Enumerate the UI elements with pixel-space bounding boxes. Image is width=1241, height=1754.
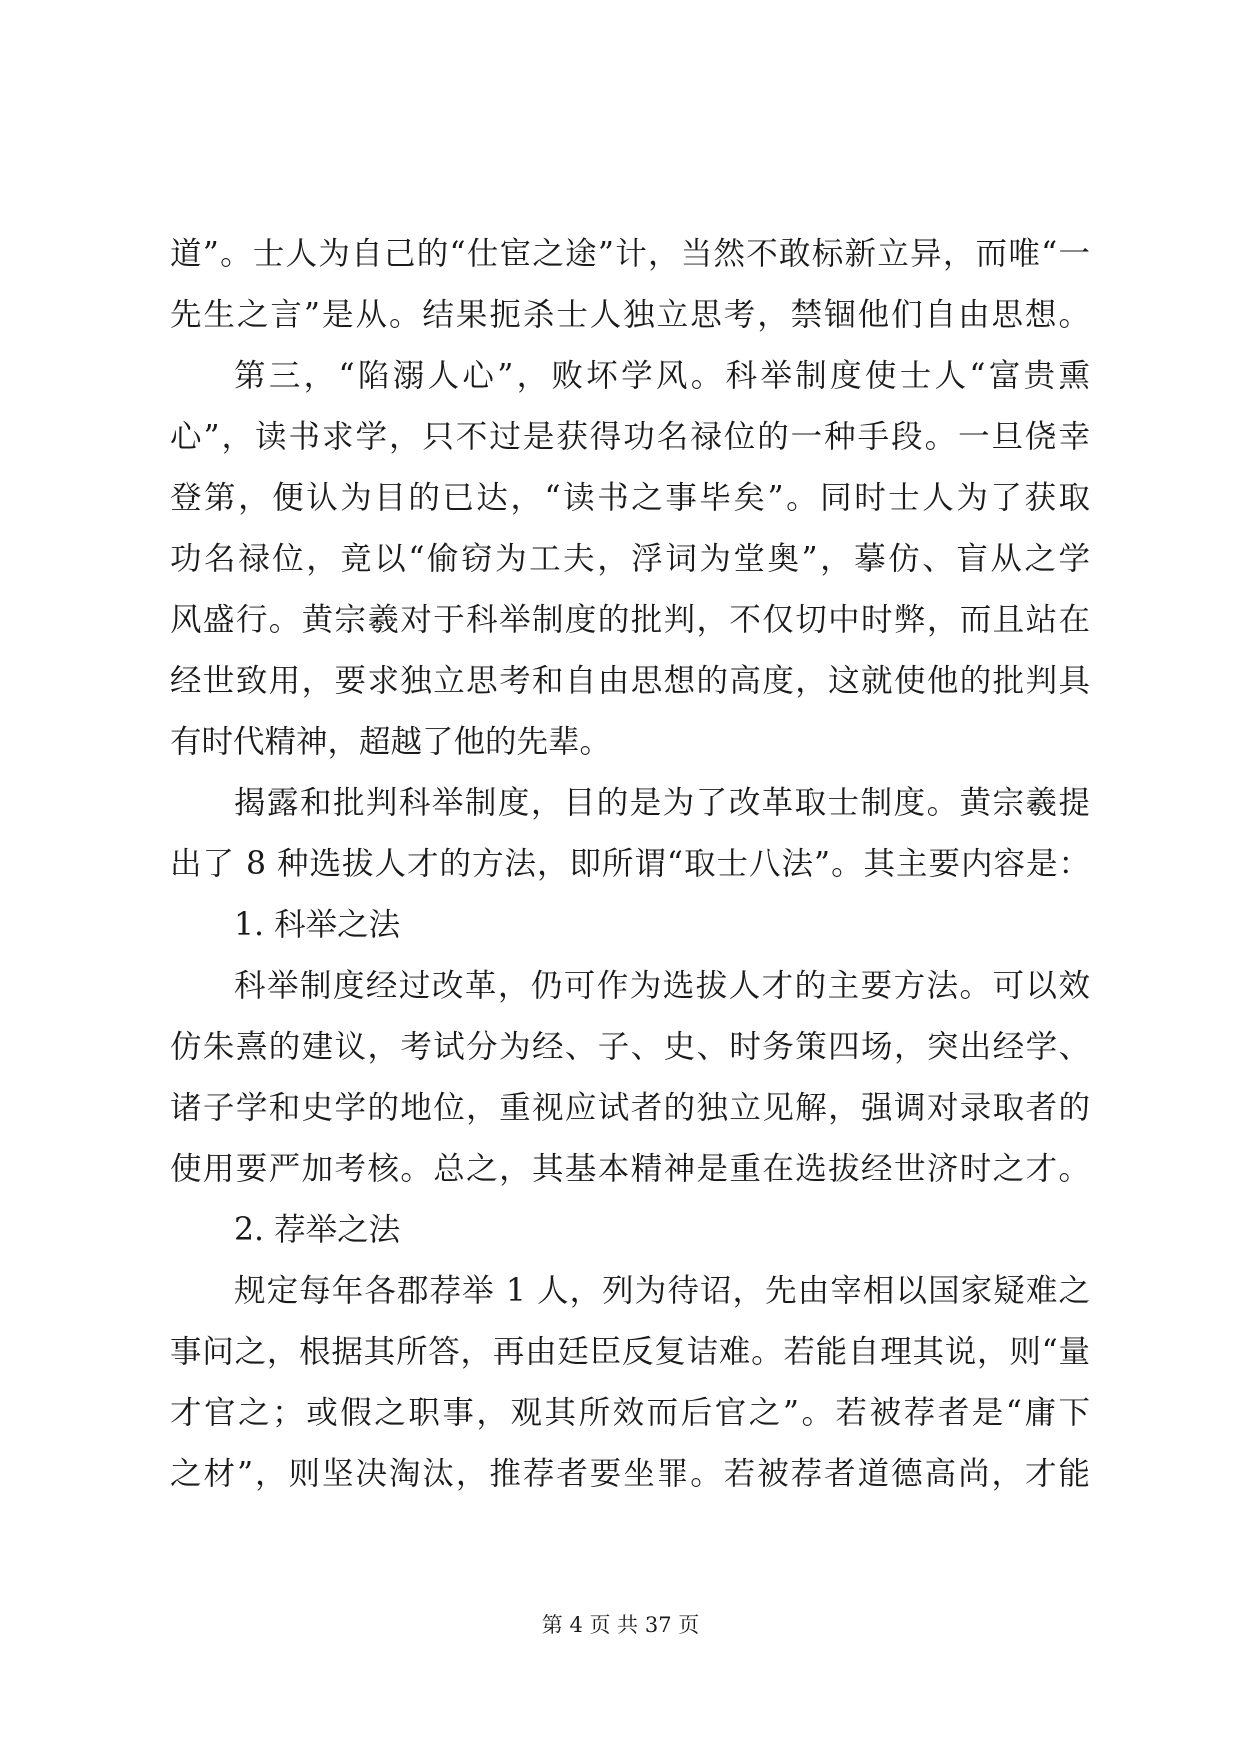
- paragraph-start-line: 揭露和批判科举制度，目的是为了改革取士制度。黄宗羲提: [234, 785, 1090, 821]
- body-text: [170, 224, 1090, 1505]
- text-line: 先生之言”是从。结果扼杀士人独立思考，禁锢他们自由思想。: [170, 297, 1090, 333]
- text-line: 出了 8 种选拔人才的方法，即所谓“取士八法”。其主要内容是：: [170, 846, 1090, 882]
- text-line: 登第，便认为目的已达，“读书之事毕矣”。同时士人为了获取: [170, 480, 1090, 516]
- text-line: 心”，读书求学，只不过是获得功名禄位的一种手段。一旦侥幸: [170, 419, 1090, 455]
- section-heading: 2. 荐举之法: [234, 1212, 401, 1248]
- text-line: 诸子学和史学的地位，重视应试者的独立见解，强调对录取者的: [170, 1090, 1090, 1126]
- text-line: 仿朱熹的建议，考试分为经、子、史、时务策四场，突出经学、: [170, 1029, 1090, 1065]
- text-line: 事问之，根据其所答，再由廷臣反复诘难。若能自理其说，则“量: [170, 1334, 1090, 1370]
- text-line: 才官之；或假之职事，观其所效而后官之”。若被荐者是“庸下: [170, 1395, 1090, 1431]
- paragraph-start-line: 规定每年各郡荐举 1 人，列为待诏，先由宰相以国家疑难之: [234, 1273, 1090, 1309]
- text-line: 道”。士人为自己的“仕宦之途”计，当然不敢标新立异，而唯“一: [170, 236, 1090, 272]
- text-line: 经世致用，要求独立思考和自由思想的高度，这就使他的批判具: [170, 663, 1090, 699]
- text-line: 有时代精神，超越了他的先辈。: [170, 724, 612, 760]
- paragraph-start-line: 第三，“陷溺人心”，败坏学风。科举制度使士人“富贵熏: [234, 358, 1090, 394]
- text-line: 使用要严加考核。总之，其基本精神是重在选拔经世济时之才。: [170, 1151, 1090, 1187]
- text-line: 功名禄位，竟以“偷窃为工夫，浮词为堂奥”，摹仿、盲从之学: [170, 541, 1090, 577]
- section-heading: 1. 科举之法: [234, 907, 401, 943]
- page-footer: 第 4 页 共 37 页: [541, 1613, 700, 1637]
- text-line: 风盛行。黄宗羲对于科举制度的批判，不仅切中时弊，而且站在: [170, 602, 1090, 638]
- text-line: 之材”，则坚决淘汰，推荐者要坐罪。若被荐者道德高尚，才能: [170, 1456, 1090, 1492]
- paragraph-start-line: 科举制度经过改革，仍可作为选拔人才的主要方法。可以效: [234, 968, 1090, 1004]
